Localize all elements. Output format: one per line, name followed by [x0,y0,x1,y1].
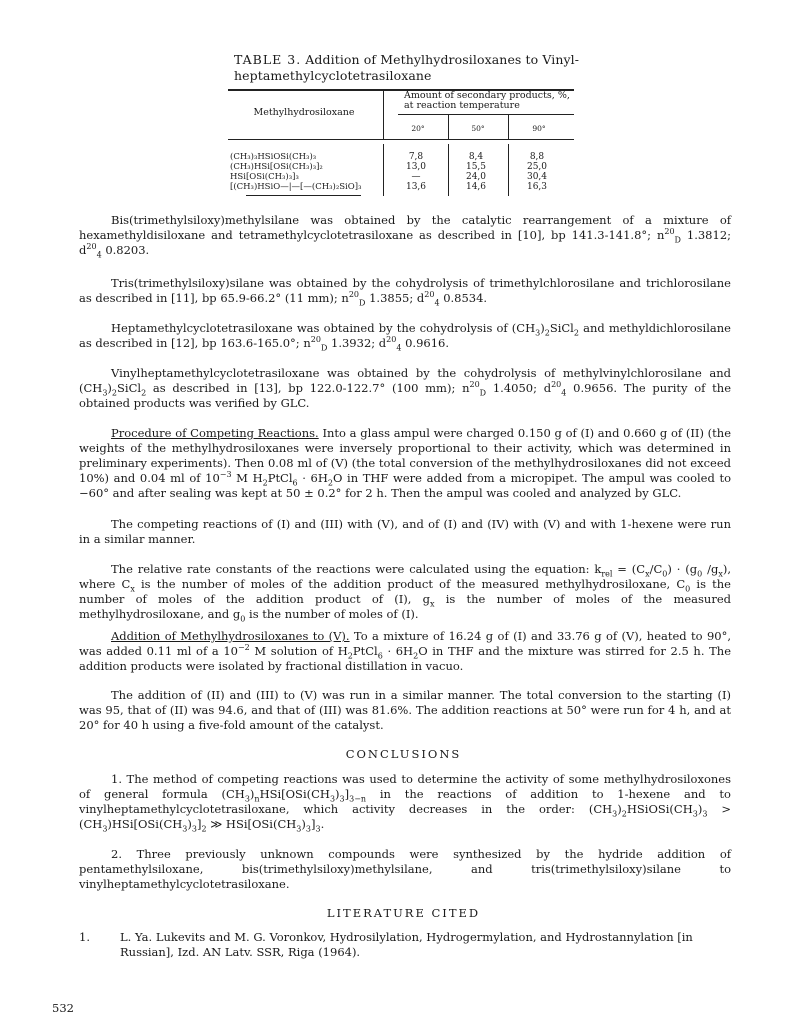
table-cell: 25,0 [526,162,548,172]
paragraph-addition-to-v: Addition of Methylhydrosiloxanes to (V). To a mixture of 16.24 g of (I) and 33.76 g of (V), heated to 90°, was added 0.11 ml of a $10^{-2}$ M solution of $H_2PtCl_6 \cdot 6H_2O$ in THF and the mixture was stirred for 2.5 h. The addition products were isolated by fractional distillation in vacuo. [79,629,731,673]
paragraph-vinylheptamethyl: Vinylheptamethylcyclotetrasiloxane was obtained by the cohydrolysis of methylvinylchlorosilane and $(CH_3)_2SiCl_2$ as described in [13], bp 122.0-122.7° (100 mm); $n^{20}_D$ 1.4050; $d^{20}_4$ 0.9656. The purity of the obtained products was verified by GLC. [79,366,732,410]
conclusion-2: 2. Three previously unknown compounds were synthesized by the hydride addition of pentamethylsiloxane, bis(trimethylsiloxy)methylsilane, and tris(trimethylsiloxy)silane to vinylheptamethylcyclotetrasiloxane. [79,847,731,891]
table-row-label: HSi[OSi(CH₃)₃]₃ [230,172,299,182]
table-cell: 7,8 [408,152,424,162]
table-cell: 15,5 [465,162,487,172]
temp-divider-2 [508,115,509,139]
reference-number: 1. [79,930,90,944]
body-divider-3 [508,144,509,196]
table-cell: — [411,172,421,182]
table-cell: 16,3 [526,182,548,192]
table-header-rule [228,139,574,140]
table-caption [234,52,654,84]
table-title-line1: Addition of Methylhydrosiloxanes to Vinyl- [305,52,580,67]
conclusion-1: 1. The method of competing reactions was used to determine the activity of some methylhydrosiloxones of general formula $(CH_3)_nHSi[OSi(CH_3)_3]_{3-n}$ in the reactions of addition to 1-hexene and to vinylheptamethylcyclotetrasiloxane, which activity decreases in the order: $(CH_3)_2HSiOSi(CH_3)_3 > (CH_3)HSi[OSi(CH_3)_3]_2$ ≫ $HSi[OSi(CH_3)_3]_3$. [79,772,731,834]
column-header-line2: at reaction temperature [404,100,520,111]
paragraph-rate-constants: The relative rate constants of the reactions were calculated using the equation: $k_{rel} = (C_x/C_0) \cdot (g_0$ $/g_x$), where $C_x$ is the number of moles of the addition product of the measured methylhydrosiloxane, $C_0$ is the number of moles of the addition product of (I), $g_x$ is the number of moles of the measured methylhydrosiloxane, and $g_0$ is the number of moles of (I). [79,562,731,624]
table-row-label: [(CH₃)HSiO—|—[—(CH₃)₂SiO]₃ [230,182,362,192]
table-header-divider [383,89,384,139]
table-title-line2: heptamethylcyclotetrasiloxane [234,68,432,83]
reference-text: L. Ya. Lukevits and M. G. Voronkov, Hydrosilylation, Hydrogermylation, and Hydrostannylation [in Russian], Izd. AN Latv. SSR, Riga (1964). [120,930,693,959]
paragraph-competing-reactions: Procedure of Competing Reactions. Into a glass ampul were charged 0.150 g of (I) and 0.660 g of (II) (the weights of the methylhydrosiloxanes were inversely proportional to their activity, which was determined in preliminary experiments). Then 0.08 ml of (V) (the total conversion of the methylhydrosiloxanes did not exceed 10%) and 0.04 ml of $10^{-3}$ M $H_2PtCl_6 \cdot 6H_2O$ in THF were added from a micropipet. The ampul was cooled to −60° and after sealing was kept at 50 ± 0.2° for 2 h. Then the ampul was cooled and analyzed by GLC. [79,426,732,500]
temp-divider-1 [448,115,449,139]
paragraph-similar-manner: The competing reactions of (I) and (III) with (V), and of (I) and (IV) with (V) and with 1-hexene were run in a similar manner. [79,517,731,546]
column-header-line1: Amount of secondary products, %, [404,90,570,101]
page-number: 532 [52,1001,74,1015]
reference-1 [79,930,731,960]
conclusions-heading: CONCLUSIONS [345,747,462,761]
paragraph-bis-trimethylsiloxy: Bis(trimethylsiloxy)methylsilane was obtained by the catalytic rearrangement of a mixture of hexamethyldisiloxane and tetramethylcyclotetrasiloxane as described in [10], bp 141.3-141.8°; $n^{20}_D$ 1.3812; $d^{20}_4$ 0.8203. [79,213,732,260]
column-header-secondary-products [404,91,574,111]
table-row-label: (CH₃)₃HSiOSi(CH₃)₃ [230,152,317,162]
body-divider-1 [383,144,384,196]
temp-50: 50° [471,124,485,133]
column-header-methylhydrosiloxane: Methylhydrosiloxane [253,107,355,118]
table-cell: 8,4 [468,152,484,162]
paragraph-heptamethyl: Heptamethylcyclotetrasiloxane was obtained by the cohydrolysis of $(CH_3)_2SiCl_2$ and methyldichlorosilane as described in [12], bp 163.6-165.0°; $n^{20}_D$ 1.3932; $d^{20}_4$ 0.9616. [79,321,731,353]
table-cell: 13,0 [405,162,427,172]
temp-20: 20° [411,124,425,133]
table-cell: 30,4 [526,172,548,182]
table-label: TABLE 3. [234,52,302,67]
table-cell: 24,0 [465,172,487,182]
paragraph-total-conversion: The addition of (II) and (III) to (V) was run in a similar manner. The total conversion to the starting (I) was 95, that of (II) was 94.6, and that of (III) was 81.6%. The addition reactions at 50° were run for 4 h, and at 20° for 40 h using a five-fold amount of the catalyst. [79,688,731,732]
table-cell: 8,8 [529,152,545,162]
section-title-competing-reactions: Procedure of Competing Reactions. [111,426,319,440]
paragraph-tris-trimethylsiloxy: Tris(trimethylsiloxy)silane was obtained by the cohydrolysis of trimethylchlorosilane and trichlorosilane as described in [11], bp 65.9-66.2° (11 mm); $n^{20}_D$ 1.3855; $d^{20}_4$ 0.8534. [79,276,731,308]
table-cell: 14,6 [465,182,487,192]
section-title-addition: Addition of Methylhydrosiloxanes to (V). [111,629,350,643]
body-divider-2 [448,144,449,196]
literature-heading: LITERATURE CITED [326,906,481,920]
temp-90: 90° [532,124,546,133]
formula-bracket [246,195,361,196]
table-cell: 13,6 [405,182,427,192]
subheader-rule [398,114,574,115]
table-row-label: (CH₃)HSi[OSi(CH₃)₃]₂ [230,162,323,172]
